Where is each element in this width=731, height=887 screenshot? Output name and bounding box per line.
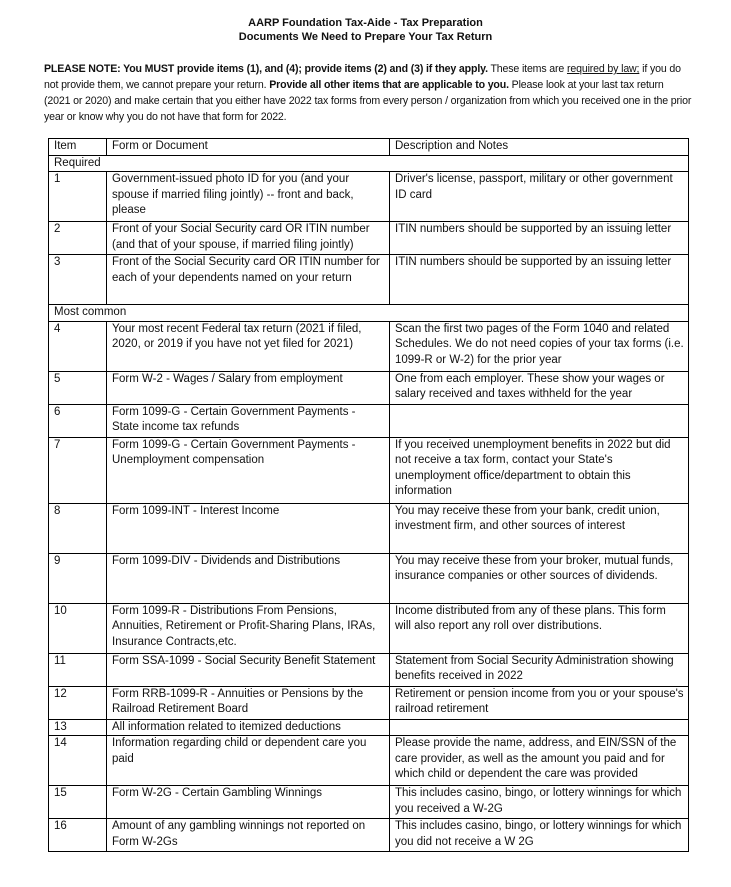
please-note-paragraph <box>44 61 692 125</box>
item-number: 3 <box>49 255 107 305</box>
item-number: 9 <box>49 553 107 603</box>
form-or-document: All information related to itemized deductions <box>107 719 390 736</box>
description-notes: This includes casino, bingo, or lottery winnings for which you received a W-2G <box>390 786 689 819</box>
title-line-1: AARP Foundation Tax-Aide - Tax Preparation <box>248 17 483 29</box>
table-row <box>49 653 689 686</box>
table-row <box>49 819 689 852</box>
description-notes: ITIN numbers should be supported by an issuing letter <box>390 255 689 305</box>
form-or-document: Your most recent Federal tax return (2021 if filed, 2020, or 2019 if you have not yet filed for 2021) <box>107 321 390 371</box>
note-required-by-law: required by law; <box>566 63 640 75</box>
description-notes: One from each employer. These show your wages or salary received and taxes withheld for the year <box>390 371 689 404</box>
table-row <box>49 404 689 437</box>
item-number: 12 <box>49 686 107 719</box>
item-number: 10 <box>49 603 107 653</box>
table-row <box>49 719 689 736</box>
description-notes: You may receive these from your broker, mutual funds, insurance companies or other sources of dividends. <box>390 553 689 603</box>
table-body <box>49 155 689 852</box>
description-notes: You may receive these from your bank, credit union, investment firm, and other sources of interest <box>390 503 689 553</box>
form-or-document: Form W-2G - Certain Gambling Winnings <box>107 786 390 819</box>
form-or-document: Form 1099-INT - Interest Income <box>107 503 390 553</box>
item-number: 15 <box>49 786 107 819</box>
item-number: 1 <box>49 172 107 222</box>
table-row <box>49 371 689 404</box>
form-or-document: Amount of any gambling winnings not reported on Form W-2Gs <box>107 819 390 852</box>
table-row <box>49 553 689 603</box>
table-row <box>49 786 689 819</box>
table-row <box>49 603 689 653</box>
description-notes: Please provide the name, address, and EIN/SSN of the care provider, as well as the amount you paid and for which child or dependent the care was provided <box>390 736 689 786</box>
description-notes: Driver's license, passport, military or other government ID card <box>390 172 689 222</box>
header-item: Item <box>49 139 107 156</box>
description-notes <box>390 719 689 736</box>
table-row <box>49 321 689 371</box>
note-other-items: Provide all other items that are applicable to you. <box>269 79 509 91</box>
note-required-items: PLEASE NOTE: You MUST provide items (1), and (4); provide items (2) and (3) if they apply. <box>44 63 488 75</box>
form-or-document: Form 1099-R - Distributions From Pensions, Annuities, Retirement or Profit-Sharing Plans, IRAs, Insurance Contracts,etc. <box>107 603 390 653</box>
item-number: 4 <box>49 321 107 371</box>
section-row <box>49 305 689 322</box>
table-row <box>49 686 689 719</box>
item-number: 5 <box>49 371 107 404</box>
item-number: 6 <box>49 404 107 437</box>
note-text-3: Please look at your last tax return (2021 or 2020) and make certain that you either have 2022 tax forms from every person / organization from which you received one in the prior year or know why you do not have that form for 2022. <box>44 79 692 123</box>
table-row <box>49 255 689 305</box>
item-number: 11 <box>49 653 107 686</box>
table-row <box>49 172 689 222</box>
form-or-document: Form 1099-G - Certain Government Payments - State income tax refunds <box>107 404 390 437</box>
item-number: 13 <box>49 719 107 736</box>
section-label: Required <box>49 155 689 172</box>
form-or-document: Front of your Social Security card OR ITIN number (and that of your spouse, if married filing jointly) <box>107 222 390 255</box>
form-or-document: Information regarding child or dependent care you paid <box>107 736 390 786</box>
note-text-2: if you do not provide them, we cannot prepare your return. <box>44 63 681 91</box>
header-description: Description and Notes <box>390 139 689 156</box>
description-notes: Retirement or pension income from you or your spouse's railroad retirement <box>390 686 689 719</box>
documents-table <box>48 138 689 852</box>
section-row <box>49 155 689 172</box>
form-or-document: Form RRB-1099-R - Annuities or Pensions by the Railroad Retirement Board <box>107 686 390 719</box>
description-notes: ITIN numbers should be supported by an issuing letter <box>390 222 689 255</box>
item-number: 7 <box>49 437 107 503</box>
item-number: 2 <box>49 222 107 255</box>
document-title <box>0 16 731 44</box>
form-or-document: Government-issued photo ID for you (and your spouse if married filing jointly) -- front and back, please <box>107 172 390 222</box>
description-notes: If you received unemployment benefits in 2022 but did not receive a tax form, contact your State's unemployment office/department to obtain this information <box>390 437 689 503</box>
title-line-2: Documents We Need to Prepare Your Tax Return <box>238 31 493 43</box>
table-row <box>49 222 689 255</box>
note-text-1: These items are <box>487 63 567 75</box>
table-row <box>49 503 689 553</box>
description-notes: Scan the first two pages of the Form 1040 and related Schedules. We do not need copies of your tax forms (i.e. 1099-R or W-2) for the prior year <box>390 321 689 371</box>
description-notes: Income distributed from any of these plans. This form will also report any roll over distributions. <box>390 603 689 653</box>
description-notes: This includes casino, bingo, or lottery winnings for which you did not receive a W 2G <box>390 819 689 852</box>
form-or-document: Front of the Social Security card OR ITIN number for each of your dependents named on your return <box>107 255 390 305</box>
description-notes: Statement from Social Security Administration showing benefits received in 2022 <box>390 653 689 686</box>
table-row <box>49 736 689 786</box>
table-row <box>49 437 689 503</box>
form-or-document: Form W-2 - Wages / Salary from employment <box>107 371 390 404</box>
item-number: 16 <box>49 819 107 852</box>
item-number: 8 <box>49 503 107 553</box>
form-or-document: Form SSA-1099 - Social Security Benefit Statement <box>107 653 390 686</box>
description-notes <box>390 404 689 437</box>
form-or-document: Form 1099-G - Certain Government Payments - Unemployment compensation <box>107 437 390 503</box>
section-label: Most common <box>49 305 689 322</box>
form-or-document: Form 1099-DIV - Dividends and Distributions <box>107 553 390 603</box>
item-number: 14 <box>49 736 107 786</box>
table-header-row <box>49 139 689 156</box>
header-form: Form or Document <box>107 139 390 156</box>
